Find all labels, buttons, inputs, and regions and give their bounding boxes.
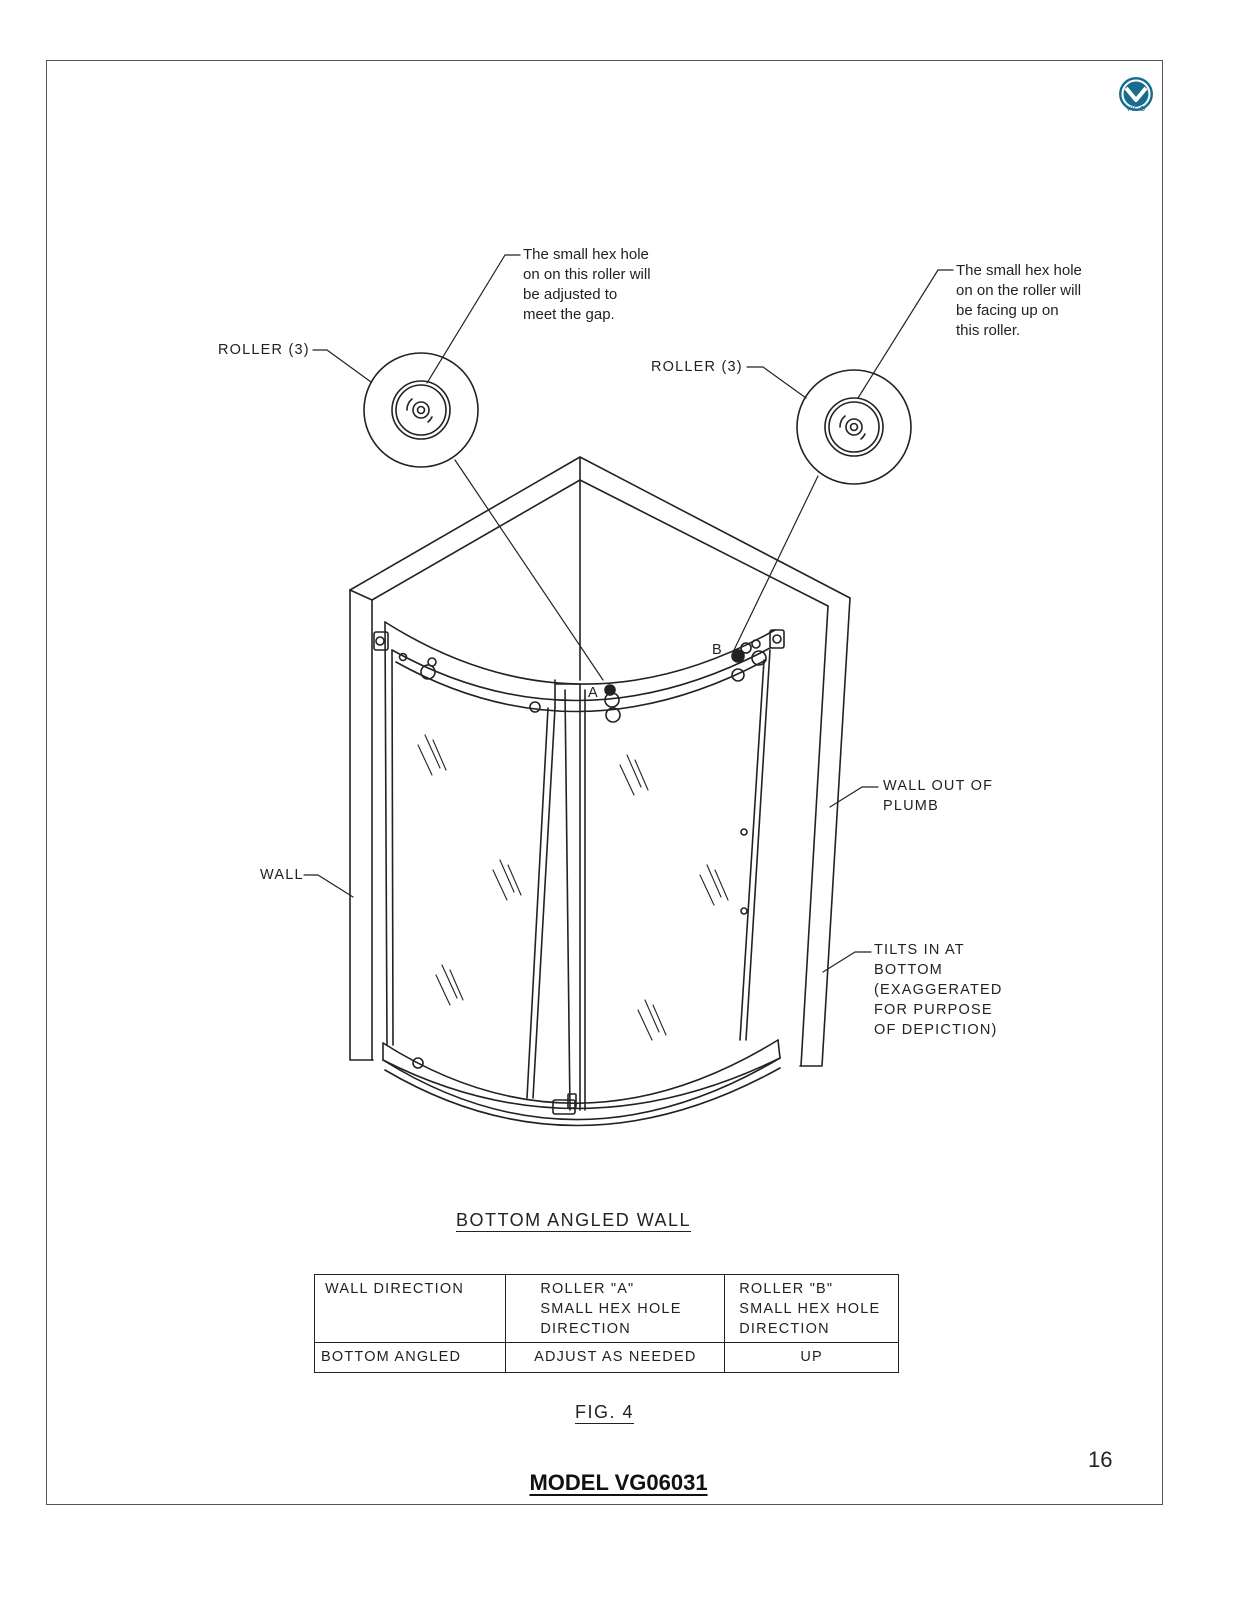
roller-left-label: ROLLER (3) xyxy=(218,342,310,358)
model-number: MODEL VG06031 xyxy=(529,1470,708,1495)
diagram-title: BOTTOM ANGLED WALL xyxy=(456,1210,692,1230)
bottom-base xyxy=(383,1040,780,1126)
table-header-row xyxy=(315,1275,899,1343)
table-cell: ADJUST AS NEEDED xyxy=(506,1343,725,1373)
table-header-cell: WALL DIRECTION xyxy=(315,1275,506,1343)
table-row xyxy=(315,1343,899,1373)
table-cell: BOTTOM ANGLED xyxy=(315,1343,506,1373)
logo-text: VIGO xyxy=(1126,106,1146,113)
figure-caption: FIG. 4 xyxy=(575,1402,635,1422)
roller-right-note: The small hex hole on on the roller will be facing up on this roller. xyxy=(956,262,1082,339)
marker-a: A xyxy=(588,685,598,701)
table-header-cell: ROLLER "B" SMALL HEX HOLE DIRECTION xyxy=(725,1275,899,1343)
roller-detail-right xyxy=(797,370,911,484)
roller-left-note: The small hex hole on on this roller will be adjusted to meet the gap. xyxy=(523,246,651,323)
tilts-in-label: TILTS IN AT BOTTOM (EXAGGERATED FOR PURPOSE OF DEPICTION) xyxy=(874,942,1003,1038)
roller-right-label: ROLLER (3) xyxy=(651,359,743,375)
wall-label: WALL xyxy=(260,867,304,883)
leader-lines xyxy=(304,255,953,972)
table-cell: UP xyxy=(725,1343,899,1373)
glass-reflection-marks xyxy=(418,735,728,1040)
marker-b: B xyxy=(712,642,722,658)
glass-panels xyxy=(385,622,770,1110)
table-header-cell: ROLLER "A" SMALL HEX HOLE DIRECTION xyxy=(506,1275,725,1343)
corner-wall-outline xyxy=(350,457,850,1066)
page-number: 16 xyxy=(1088,1447,1113,1472)
wall-out-of-plumb-label: WALL OUT OF PLUMB xyxy=(883,778,994,814)
roller-direction-table xyxy=(314,1274,899,1373)
roller-detail-left xyxy=(364,353,478,467)
top-rail xyxy=(374,622,784,712)
